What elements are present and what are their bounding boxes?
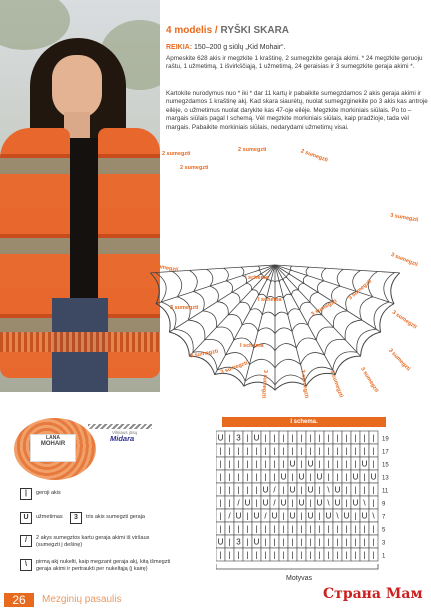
diagram-label: 3 sumegzti (389, 251, 419, 269)
grid-symbol: | (264, 472, 267, 482)
grid-symbol: | (246, 550, 249, 560)
page-number: 26 (4, 593, 34, 607)
grid-symbol: | (363, 446, 366, 456)
legend-symbol-skp: \ (20, 559, 32, 571)
grid-symbol: | (363, 472, 366, 482)
schema-grid (216, 429, 416, 584)
grid-symbol: | (345, 459, 348, 469)
grid-symbol: 3 (236, 537, 241, 547)
grid-symbol: | (363, 433, 366, 443)
grid-symbol: | (237, 472, 240, 482)
grid-symbol: | (255, 524, 258, 534)
grid-symbol: U (307, 459, 314, 469)
legend (20, 485, 200, 585)
grid-symbol: | (219, 550, 222, 560)
grid-symbol: | (354, 537, 357, 547)
grid-symbol: | (318, 485, 321, 495)
grid-symbol: U (298, 472, 305, 482)
legend-text-k2tog: 2 akys sumegztos kartu geraja akimi iš viršaus (sumegzti į dešinę) (36, 535, 150, 548)
legend-symbol-k3tog: 3 (70, 512, 82, 524)
grid-symbol: | (291, 524, 294, 534)
grid-symbol: | (228, 446, 231, 456)
model-photo (0, 0, 160, 392)
materials-text: 150–200 g siūlų „Kid Mohair“. (194, 44, 286, 51)
grid-symbol: | (246, 446, 249, 456)
grid-symbol: | (372, 446, 375, 456)
grid-symbol: | (300, 485, 303, 495)
brand-subtitle: Vilniaus jūsų (112, 430, 138, 435)
grid-symbol: | (219, 498, 222, 508)
grid-symbol: / (237, 498, 240, 508)
web-spoke (275, 265, 381, 332)
grid-symbol: | (264, 459, 267, 469)
grid-symbol: \ (327, 498, 330, 508)
grid-symbol: | (300, 446, 303, 456)
diagram-label: I schema (258, 297, 282, 303)
grid-symbol: | (300, 511, 303, 521)
grid-row-number: 1 (382, 553, 386, 560)
grid-symbol: / (273, 498, 276, 508)
grid-symbol: | (255, 550, 258, 560)
grid-symbol: | (363, 550, 366, 560)
grid-symbol: U (289, 485, 296, 495)
grid-symbol: | (300, 459, 303, 469)
brand-name: Midara (110, 434, 135, 443)
grid-symbol: U (307, 485, 314, 495)
grid-symbol: | (273, 446, 276, 456)
grid-symbol: | (354, 511, 357, 521)
grid-symbol: | (336, 472, 339, 482)
grid-symbol: 3 (236, 433, 241, 443)
grid-row-number: 13 (382, 475, 389, 482)
grid-symbol: | (291, 472, 294, 482)
schema-title: I schema. (222, 417, 386, 427)
grid-symbol: | (237, 446, 240, 456)
grid-symbol: | (318, 446, 321, 456)
grid-symbol: | (282, 550, 285, 560)
grid-symbol: | (282, 537, 285, 547)
diagram-label: 3 sumegzti (328, 369, 344, 399)
grid-symbol: U (253, 537, 260, 547)
grid-symbol: U (325, 511, 332, 521)
grid-symbol: U (352, 472, 359, 482)
web-spoke (244, 265, 275, 386)
grid-symbol: | (345, 485, 348, 495)
grid-symbol: U (280, 472, 287, 482)
diagram-label: 3 sumegzti (170, 305, 199, 311)
grid-symbol: | (327, 459, 330, 469)
grid-symbol: | (273, 537, 276, 547)
grid-symbol: | (264, 446, 267, 456)
grid-symbol: | (273, 459, 276, 469)
grid-symbol: | (309, 433, 312, 443)
grid-symbol: | (228, 524, 231, 534)
model-name: RYŠKI SKARA (220, 25, 290, 36)
grid-symbol: | (318, 550, 321, 560)
grid-symbol: | (336, 524, 339, 534)
grid-symbol: | (354, 524, 357, 534)
grid-symbol: | (282, 524, 285, 534)
magazine-name: Mezginių pasaulis (42, 594, 122, 605)
grid-symbol: \ (363, 498, 366, 508)
grid-symbol: | (291, 550, 294, 560)
grid-symbol: U (298, 498, 305, 508)
grid-symbol: | (345, 550, 348, 560)
grid-symbol: | (327, 524, 330, 534)
grid-symbol: U (334, 498, 341, 508)
title-separator: / (214, 25, 218, 36)
grid-row-number: 17 (382, 449, 389, 456)
grid-symbol: | (246, 524, 249, 534)
legend-text-skp: pirmą akį nukelti, kaip megzant geraja akį, kitą išmegzti geraja akimi ir pertraukti per nukeltąją (į kairę) (36, 559, 171, 572)
grid-symbol: | (372, 433, 375, 443)
brand-stripe (88, 424, 152, 429)
grid-symbol: | (228, 472, 231, 482)
instructions-paragraph-2: Kartokite nurodymus nuo * iki * dar 11 kartų ir pabaikite sumegzdamos 2 akis geraja akimi ir numegzdamos 1 kraštinę akį. Kad skara siaurėtų, nuolat sumegzginekite po 3 akis kas antroje eilėje, o užmetimus nuolat darykite kas 47-oje eilėje. Megzkite morkiniais siūlais. Po to – margais siūlais pagal I schemą. Vėl megzkite morkiniais siūlais, kaip pradžioje, tada vėl margais. Pabaikite morkiniais siūlais, nedarydami užmetimų visai. (166, 90, 428, 131)
grid-symbol: U (289, 459, 296, 469)
grid-symbol: | (309, 472, 312, 482)
grid-symbol: | (228, 498, 231, 508)
grid-symbol: U (316, 498, 323, 508)
grid-symbol: | (291, 498, 294, 508)
web-spoke (275, 265, 400, 273)
grid-symbol: | (327, 446, 330, 456)
grid-symbol: | (345, 433, 348, 443)
grid-symbol: U (217, 433, 224, 443)
grid-symbol: | (372, 485, 375, 495)
page-title (166, 25, 289, 36)
grid-symbol: | (327, 433, 330, 443)
grid-symbol: | (219, 511, 222, 521)
grid-symbol: | (300, 433, 303, 443)
grid-symbol: | (237, 550, 240, 560)
grid-symbol: | (219, 446, 222, 456)
grid-symbol: U (235, 511, 242, 521)
grid-symbol: | (354, 550, 357, 560)
grid-symbol: U (352, 498, 359, 508)
yarn-brand (88, 424, 152, 442)
diagram-label: 3 sumegzti (347, 278, 374, 302)
grid-symbol: | (354, 485, 357, 495)
grid-bracket (216, 564, 378, 569)
legend-symbol-knit: | (20, 488, 32, 500)
grid-symbol: | (327, 550, 330, 560)
grid-symbol: | (318, 459, 321, 469)
grid-symbol: | (273, 524, 276, 534)
grid-symbol: | (363, 537, 366, 547)
grid-symbol: | (237, 524, 240, 534)
grid-symbol: | (237, 485, 240, 495)
grid-symbol: | (255, 498, 258, 508)
grid-symbol: | (255, 446, 258, 456)
grid-symbol: U (253, 433, 260, 443)
grid-symbol: / (273, 485, 276, 495)
grid-symbol: | (309, 446, 312, 456)
legend-text-k3tog: tris akis sumegzti geraja (86, 514, 145, 520)
grid-symbol: / (264, 511, 267, 521)
yarn-label-line2: MOHAIR (40, 441, 66, 447)
grid-symbol: | (228, 537, 231, 547)
diagram-label: 2 sumegzti (180, 165, 209, 171)
grid-symbol: U (289, 511, 296, 521)
grid-symbol: | (219, 459, 222, 469)
diagram-label: 3 sumegzti (387, 347, 412, 373)
model-face (52, 55, 102, 119)
yarn-label-line1: LANA (46, 435, 60, 441)
grid-symbol: | (273, 472, 276, 482)
grid-symbol: | (291, 446, 294, 456)
grid-symbol: | (273, 433, 276, 443)
grid-symbol: U (334, 485, 341, 495)
grid-symbol: | (372, 459, 375, 469)
grid-symbol: | (345, 498, 348, 508)
diagram-label: 2 sumegzti (162, 151, 191, 157)
grid-symbol: | (318, 537, 321, 547)
grid-symbol: \ (336, 511, 339, 521)
grid-symbol: U (343, 511, 350, 521)
grid-symbol: U (361, 511, 368, 521)
grid-symbol: | (345, 472, 348, 482)
grid-symbol: | (291, 433, 294, 443)
grid-symbol: | (300, 537, 303, 547)
grid-symbol: | (354, 446, 357, 456)
grid-symbol: | (228, 550, 231, 560)
grid-symbol: | (219, 485, 222, 495)
grid-symbol: | (309, 498, 312, 508)
grid-symbol: | (219, 472, 222, 482)
grid-symbol: | (246, 472, 249, 482)
grid-symbol: | (246, 459, 249, 469)
materials-label: REIKIA: (166, 44, 193, 51)
grid-symbol: | (219, 524, 222, 534)
grid-symbol: | (336, 459, 339, 469)
grid-row-number: 7 (382, 514, 386, 521)
grid-symbol: U (217, 537, 224, 547)
grid-symbol: | (309, 524, 312, 534)
legend-symbol-k2tog: / (20, 535, 32, 547)
grid-symbol: | (264, 537, 267, 547)
grid-symbol: U (361, 459, 368, 469)
grid-symbol: U (262, 498, 269, 508)
grid-symbol: \ (372, 511, 375, 521)
grid-symbol: | (246, 537, 249, 547)
grid-symbol: | (300, 524, 303, 534)
grid-symbol: | (336, 433, 339, 443)
materials-line (166, 43, 285, 52)
shawl-diagram (149, 145, 430, 399)
schema-grid-svg (216, 429, 416, 579)
diagram-label: 3 sumegzti (219, 360, 249, 376)
grid-symbol: | (327, 537, 330, 547)
grid-symbol: | (246, 485, 249, 495)
grid-row-number: 19 (382, 436, 389, 443)
grid-symbol: | (255, 472, 258, 482)
grid-row-number: 3 (382, 540, 386, 547)
legend-text-yo: užmetimas (36, 514, 63, 520)
grid-symbol: | (255, 485, 258, 495)
grid-symbol: | (363, 485, 366, 495)
grid-row-number: 5 (382, 527, 386, 534)
grid-symbol: | (228, 459, 231, 469)
legend-text-knit: geroji akis (36, 490, 61, 496)
grid-symbol: | (282, 433, 285, 443)
grid-symbol: | (372, 524, 375, 534)
grid-symbol: | (246, 511, 249, 521)
grid-symbol: U (262, 485, 269, 495)
grid-symbol: U (271, 511, 278, 521)
grid-symbol: U (253, 511, 260, 521)
grid-symbol: | (282, 446, 285, 456)
watermark: Страна Мам (323, 586, 423, 602)
grid-symbol: | (309, 537, 312, 547)
grid-symbol: | (336, 537, 339, 547)
grid-symbol: U (307, 511, 314, 521)
web-spoke (275, 265, 306, 386)
grid-row-number: 15 (382, 462, 389, 469)
grid-symbol: | (237, 459, 240, 469)
grid-symbol: | (273, 550, 276, 560)
grid-symbol: U (316, 472, 323, 482)
diagram-label: 3 sumegzti (149, 262, 179, 274)
grid-symbol: U (244, 498, 251, 508)
grid-symbol: | (309, 550, 312, 560)
grid-symbol: | (345, 446, 348, 456)
grid-symbol: | (282, 511, 285, 521)
grid-symbol: | (300, 550, 303, 560)
grid-symbol: | (345, 537, 348, 547)
grid-symbol: | (372, 550, 375, 560)
grid-symbol: | (318, 524, 321, 534)
yarn-image (12, 412, 104, 482)
grid-symbol: | (354, 459, 357, 469)
grid-symbol: | (345, 524, 348, 534)
diagram-label: I schema (240, 343, 264, 349)
grid-symbol: / (228, 511, 231, 521)
grid-symbol: | (372, 498, 375, 508)
model-number: 4 modelis (166, 25, 213, 36)
grid-symbol: | (264, 550, 267, 560)
grid-symbol: U (370, 472, 377, 482)
grid-symbol: | (336, 550, 339, 560)
grid-symbol: | (291, 537, 294, 547)
grid-symbol: | (336, 446, 339, 456)
diagram-label: 3 sumegzti (359, 366, 380, 394)
legend-symbol-yo: U (20, 512, 32, 524)
grid-symbol: | (246, 433, 249, 443)
grid-symbol: | (363, 524, 366, 534)
diagram-label: 2 sumegzti (299, 148, 329, 164)
schema-footer: Motyvas (286, 575, 313, 582)
diagram-label: 2 sumegzti (238, 147, 267, 153)
diagram-label: 3 sumegzti (299, 369, 310, 399)
grid-symbol: | (318, 511, 321, 521)
grid-symbol: | (228, 485, 231, 495)
shawl-fringe (0, 332, 160, 352)
diagram-label: 3 sumegzti (389, 212, 419, 224)
instructions-paragraph-1: Apmeskite 628 akis ir megzkite 1 kraštinę, 2 sumegzkite geraja akimi. * 24 megzkite geruoju raštu, 1 užmetimą, 1 išvirkščiąją, 1 užmetimą, 24 geraisias ir 3 sumegzkite geraja akimi *. (166, 55, 423, 71)
grid-symbol: | (282, 485, 285, 495)
grid-symbol: | (255, 459, 258, 469)
grid-row-number: 9 (382, 501, 386, 508)
grid-symbol: | (327, 472, 330, 482)
grid-symbol: | (264, 433, 267, 443)
diagram-label: 3 sumegzti (189, 348, 219, 360)
diagram-label: 3 sumegzti (390, 309, 418, 331)
yarn-label (30, 434, 76, 462)
diagram-label: 3 sumegzti (260, 369, 269, 399)
grid-symbol: U (280, 498, 287, 508)
grid-row-number: 11 (382, 488, 389, 495)
grid-symbol: | (354, 433, 357, 443)
grid-symbol: | (282, 459, 285, 469)
grid-symbol: | (318, 433, 321, 443)
grid-symbol: | (228, 433, 231, 443)
diagram-label: I schema (245, 275, 269, 281)
grid-symbol: \ (327, 485, 330, 495)
grid-symbol: | (264, 524, 267, 534)
grid-symbol: | (372, 537, 375, 547)
diagram-label: 3 sumegzti (310, 298, 339, 318)
